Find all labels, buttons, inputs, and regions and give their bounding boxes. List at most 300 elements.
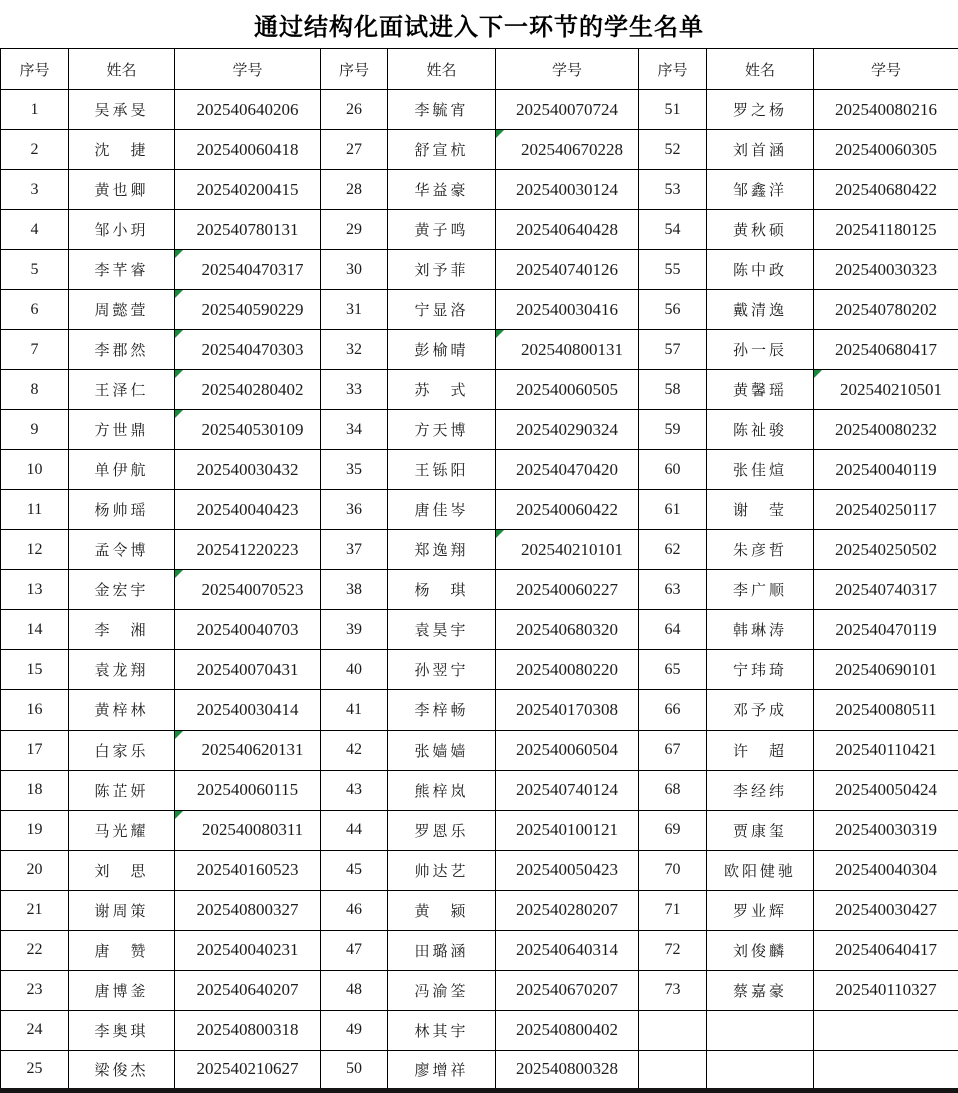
student-id-value: 202540080311 bbox=[201, 820, 304, 840]
index-cell: 38 bbox=[321, 570, 388, 610]
student-id-value: 202540110421 bbox=[835, 740, 937, 760]
student-id-value: 202540070431 bbox=[196, 659, 299, 679]
student-id-value: 202540080232 bbox=[835, 419, 937, 439]
student-id-value: 202540060418 bbox=[196, 139, 299, 159]
name-cell: 韩琳涛 bbox=[707, 610, 814, 650]
student-id-cell bbox=[496, 90, 639, 130]
header-student-id: 学号 bbox=[175, 49, 321, 90]
student-id-value: 202540780131 bbox=[196, 219, 299, 239]
student-id-value: 202540670228 bbox=[521, 139, 623, 159]
student-id-cell bbox=[496, 1010, 639, 1050]
student-id-value: 202540800318 bbox=[196, 1020, 299, 1040]
student-id-cell bbox=[496, 530, 639, 570]
name-cell: 张嫱嫱 bbox=[388, 730, 496, 770]
student-id-value: 202540080216 bbox=[835, 99, 937, 119]
student-id-cell bbox=[175, 90, 321, 130]
index-cell: 49 bbox=[321, 1010, 388, 1050]
header-index: 序号 bbox=[321, 49, 388, 90]
student-id-value: 202540170308 bbox=[516, 699, 618, 719]
student-id-cell bbox=[175, 490, 321, 530]
student-id-cell bbox=[175, 850, 321, 890]
name-cell: 彭榆晴 bbox=[388, 330, 496, 370]
table-row bbox=[1, 410, 958, 450]
student-id-cell bbox=[814, 250, 958, 290]
name-cell: 黄 颍 bbox=[388, 890, 496, 930]
name-cell: 罗恩乐 bbox=[388, 810, 496, 850]
index-cell: 20 bbox=[1, 850, 69, 890]
index-cell: 12 bbox=[1, 530, 69, 570]
student-id-value: 202540470420 bbox=[516, 459, 618, 479]
table-row bbox=[1, 370, 958, 410]
student-id-value: 202540680417 bbox=[835, 339, 937, 359]
name-cell: 梁俊杰 bbox=[69, 1050, 175, 1090]
name-cell: 周懿萱 bbox=[69, 290, 175, 330]
index-cell: 48 bbox=[321, 970, 388, 1010]
student-id-cell bbox=[496, 130, 639, 170]
index-cell: 33 bbox=[321, 370, 388, 410]
table-row bbox=[1, 890, 958, 930]
index-cell: 5 bbox=[1, 250, 69, 290]
name-cell: 许 超 bbox=[707, 730, 814, 770]
student-id-cell bbox=[496, 690, 639, 730]
index-cell: 53 bbox=[639, 170, 707, 210]
table-row bbox=[1, 450, 958, 490]
name-cell: 李郡然 bbox=[69, 330, 175, 370]
student-id-value: 202540640417 bbox=[835, 940, 937, 960]
name-cell: 唐博釜 bbox=[69, 970, 175, 1010]
table-row bbox=[1, 610, 958, 650]
header-name: 姓名 bbox=[69, 49, 175, 90]
text-format-flag-icon bbox=[175, 370, 183, 378]
header-name: 姓名 bbox=[707, 49, 814, 90]
student-id-value: 202540160523 bbox=[196, 860, 299, 880]
name-cell: 舒宣杭 bbox=[388, 130, 496, 170]
name-cell: 王铄阳 bbox=[388, 450, 496, 490]
student-id-value: 202540640428 bbox=[516, 219, 618, 239]
student-id-value: 202540210101 bbox=[521, 539, 623, 559]
student-id-value: 202540250502 bbox=[835, 539, 937, 559]
name-cell: 宁显洛 bbox=[388, 290, 496, 330]
index-cell: 66 bbox=[639, 690, 707, 730]
student-id-cell bbox=[175, 690, 321, 730]
text-format-flag-icon bbox=[175, 570, 183, 578]
name-cell: 方世鼎 bbox=[69, 410, 175, 450]
student-id-cell bbox=[814, 1050, 958, 1090]
student-id-cell bbox=[814, 890, 958, 930]
student-id-cell bbox=[175, 1010, 321, 1050]
index-cell: 45 bbox=[321, 850, 388, 890]
student-id-cell bbox=[496, 970, 639, 1010]
student-id-cell bbox=[496, 170, 639, 210]
name-cell: 刘俊麟 bbox=[707, 930, 814, 970]
text-format-flag-icon bbox=[175, 250, 183, 258]
students-table bbox=[0, 48, 958, 1093]
table-row bbox=[1, 1010, 958, 1050]
student-id-cell bbox=[814, 490, 958, 530]
student-id-value: 202540280207 bbox=[516, 900, 618, 920]
name-cell: 宁玮琦 bbox=[707, 650, 814, 690]
name-cell: 刘 思 bbox=[69, 850, 175, 890]
index-cell: 46 bbox=[321, 890, 388, 930]
student-id-value: 202540640207 bbox=[196, 980, 299, 1000]
index-cell: 65 bbox=[639, 650, 707, 690]
text-format-flag-icon bbox=[175, 731, 183, 739]
student-id-value: 202540740317 bbox=[835, 579, 937, 599]
student-id-cell bbox=[175, 730, 321, 770]
name-cell: 黄馨瑶 bbox=[707, 370, 814, 410]
index-cell: 22 bbox=[1, 930, 69, 970]
table-row bbox=[1, 770, 958, 810]
student-id-value: 202540060505 bbox=[516, 379, 618, 399]
student-id-value: 202540680422 bbox=[835, 179, 937, 199]
student-id-cell bbox=[496, 490, 639, 530]
student-id-value: 202541220223 bbox=[196, 539, 299, 559]
name-cell: 孟令博 bbox=[69, 530, 175, 570]
name-cell: 苏 式 bbox=[388, 370, 496, 410]
student-id-cell bbox=[814, 290, 958, 330]
student-id-cell bbox=[175, 1050, 321, 1090]
student-id-cell bbox=[814, 530, 958, 570]
student-id-value: 202540040304 bbox=[835, 860, 937, 880]
index-cell: 51 bbox=[639, 90, 707, 130]
student-id-value: 202540250117 bbox=[835, 499, 937, 519]
student-id-cell bbox=[814, 90, 958, 130]
index-cell: 3 bbox=[1, 170, 69, 210]
name-cell: 李 湘 bbox=[69, 610, 175, 650]
student-id-value: 202540780202 bbox=[835, 299, 937, 319]
name-cell: 单伊航 bbox=[69, 450, 175, 490]
name-cell: 方天博 bbox=[388, 410, 496, 450]
name-cell: 刘予菲 bbox=[388, 250, 496, 290]
student-id-value: 202540800402 bbox=[516, 1020, 618, 1040]
index-cell: 30 bbox=[321, 250, 388, 290]
text-format-flag-icon bbox=[496, 530, 504, 538]
table-row bbox=[1, 650, 958, 690]
index-cell: 8 bbox=[1, 370, 69, 410]
name-cell: 郑逸翔 bbox=[388, 530, 496, 570]
name-cell: 谢周策 bbox=[69, 890, 175, 930]
text-format-flag-icon bbox=[175, 811, 183, 819]
name-cell: 袁龙翔 bbox=[69, 650, 175, 690]
index-cell: 71 bbox=[639, 890, 707, 930]
index-cell: 43 bbox=[321, 770, 388, 810]
index-cell: 63 bbox=[639, 570, 707, 610]
student-id-value: 202540690101 bbox=[835, 659, 937, 679]
index-cell: 10 bbox=[1, 450, 69, 490]
student-id-cell bbox=[175, 610, 321, 650]
student-id-cell bbox=[814, 570, 958, 610]
name-cell: 帅达艺 bbox=[388, 850, 496, 890]
table-row bbox=[1, 570, 958, 610]
student-id-cell bbox=[814, 1010, 958, 1050]
index-cell bbox=[639, 1050, 707, 1090]
index-cell: 4 bbox=[1, 210, 69, 250]
student-id-cell bbox=[175, 450, 321, 490]
student-id-value: 202540040703 bbox=[196, 619, 299, 639]
student-id-value: 202540110327 bbox=[835, 980, 937, 1000]
table-row bbox=[1, 250, 958, 290]
student-id-cell bbox=[496, 330, 639, 370]
index-cell: 28 bbox=[321, 170, 388, 210]
student-id-value: 202540640314 bbox=[516, 940, 618, 960]
index-cell: 9 bbox=[1, 410, 69, 450]
student-id-value: 202540210501 bbox=[840, 379, 942, 399]
student-id-cell bbox=[496, 370, 639, 410]
student-id-cell bbox=[814, 730, 958, 770]
text-format-flag-icon bbox=[175, 290, 183, 298]
student-id-value: 202540060227 bbox=[516, 579, 618, 599]
table-row bbox=[1, 170, 958, 210]
name-cell: 李广顺 bbox=[707, 570, 814, 610]
name-cell: 田璐涵 bbox=[388, 930, 496, 970]
student-id-value: 202540590229 bbox=[201, 299, 304, 319]
name-cell: 张佳煊 bbox=[707, 450, 814, 490]
index-cell: 7 bbox=[1, 330, 69, 370]
name-cell: 王泽仁 bbox=[69, 370, 175, 410]
index-cell: 32 bbox=[321, 330, 388, 370]
student-id-value: 202540800131 bbox=[521, 339, 623, 359]
name-cell: 李奥琪 bbox=[69, 1010, 175, 1050]
student-id-cell bbox=[814, 170, 958, 210]
index-cell: 26 bbox=[321, 90, 388, 130]
index-cell: 56 bbox=[639, 290, 707, 330]
index-cell: 50 bbox=[321, 1050, 388, 1090]
index-cell: 57 bbox=[639, 330, 707, 370]
index-cell: 72 bbox=[639, 930, 707, 970]
table-row bbox=[1, 930, 958, 970]
index-cell: 39 bbox=[321, 610, 388, 650]
index-cell: 13 bbox=[1, 570, 69, 610]
student-id-cell bbox=[175, 570, 321, 610]
index-cell: 67 bbox=[639, 730, 707, 770]
student-id-value: 202540470303 bbox=[201, 339, 304, 359]
index-cell: 25 bbox=[1, 1050, 69, 1090]
student-id-value: 202540040119 bbox=[835, 459, 937, 479]
table-row bbox=[1, 530, 958, 570]
student-id-cell bbox=[814, 930, 958, 970]
name-cell: 李芊睿 bbox=[69, 250, 175, 290]
name-cell: 李毓宵 bbox=[388, 90, 496, 130]
student-id-cell bbox=[814, 770, 958, 810]
index-cell: 11 bbox=[1, 490, 69, 530]
student-id-cell bbox=[814, 330, 958, 370]
name-cell: 金宏宇 bbox=[69, 570, 175, 610]
index-cell: 41 bbox=[321, 690, 388, 730]
index-cell: 62 bbox=[639, 530, 707, 570]
table-row bbox=[1, 730, 958, 770]
student-id-cell bbox=[175, 130, 321, 170]
index-cell: 61 bbox=[639, 490, 707, 530]
student-id-cell bbox=[175, 930, 321, 970]
student-id-value: 202540740124 bbox=[516, 780, 618, 800]
student-id-value: 202540050424 bbox=[835, 780, 937, 800]
student-id-value: 202540030124 bbox=[516, 179, 618, 199]
student-id-cell bbox=[496, 730, 639, 770]
student-id-value: 202540740126 bbox=[516, 259, 618, 279]
index-cell: 21 bbox=[1, 890, 69, 930]
student-id-value: 202540080511 bbox=[835, 699, 937, 719]
index-cell: 18 bbox=[1, 770, 69, 810]
student-id-value: 202540470317 bbox=[201, 259, 304, 279]
index-cell: 73 bbox=[639, 970, 707, 1010]
student-id-cell bbox=[814, 370, 958, 410]
student-id-value: 202540030414 bbox=[196, 699, 299, 719]
name-cell: 邹小玥 bbox=[69, 210, 175, 250]
name-cell: 黄梓林 bbox=[69, 690, 175, 730]
index-cell: 52 bbox=[639, 130, 707, 170]
student-id-value: 202540070523 bbox=[201, 579, 304, 599]
index-cell: 36 bbox=[321, 490, 388, 530]
student-id-value: 202540060115 bbox=[196, 780, 299, 800]
name-cell: 马光耀 bbox=[69, 810, 175, 850]
name-cell: 陈中政 bbox=[707, 250, 814, 290]
student-id-value: 202540060422 bbox=[516, 499, 618, 519]
student-id-cell bbox=[814, 450, 958, 490]
name-cell: 罗业辉 bbox=[707, 890, 814, 930]
header-student-id: 学号 bbox=[814, 49, 958, 90]
student-id-cell bbox=[814, 650, 958, 690]
header-index: 序号 bbox=[1, 49, 69, 90]
name-cell: 白家乐 bbox=[69, 730, 175, 770]
student-id-value: 202540680320 bbox=[516, 619, 618, 639]
student-id-cell bbox=[496, 450, 639, 490]
student-id-cell bbox=[175, 530, 321, 570]
name-cell: 孙一辰 bbox=[707, 330, 814, 370]
student-id-cell bbox=[496, 210, 639, 250]
table-row bbox=[1, 850, 958, 890]
student-id-cell bbox=[814, 410, 958, 450]
student-id-value: 202540620131 bbox=[201, 740, 304, 760]
name-cell: 刘首涵 bbox=[707, 130, 814, 170]
student-id-value: 202540200415 bbox=[196, 179, 299, 199]
student-id-cell bbox=[814, 690, 958, 730]
student-id-value: 202540280402 bbox=[201, 379, 304, 399]
table-row bbox=[1, 490, 958, 530]
student-id-value: 202540040231 bbox=[196, 940, 299, 960]
name-cell: 李梓畅 bbox=[388, 690, 496, 730]
name-cell: 罗之杨 bbox=[707, 90, 814, 130]
index-cell: 29 bbox=[321, 210, 388, 250]
index-cell: 6 bbox=[1, 290, 69, 330]
text-format-flag-icon bbox=[175, 330, 183, 338]
name-cell: 黄也卿 bbox=[69, 170, 175, 210]
student-id-value: 202540060305 bbox=[835, 139, 937, 159]
student-id-value: 202540040423 bbox=[196, 499, 299, 519]
index-cell: 31 bbox=[321, 290, 388, 330]
student-id-value: 202540290324 bbox=[516, 419, 618, 439]
student-id-cell bbox=[814, 210, 958, 250]
table-row bbox=[1, 810, 958, 850]
index-cell: 14 bbox=[1, 610, 69, 650]
student-id-cell bbox=[814, 970, 958, 1010]
student-id-value: 202541180125 bbox=[835, 219, 937, 239]
table-row bbox=[1, 130, 958, 170]
header-student-id: 学号 bbox=[496, 49, 639, 90]
index-cell: 2 bbox=[1, 130, 69, 170]
name-cell: 陈祉骏 bbox=[707, 410, 814, 450]
name-cell: 邹鑫洋 bbox=[707, 170, 814, 210]
student-id-value: 202540030319 bbox=[835, 820, 937, 840]
index-cell: 55 bbox=[639, 250, 707, 290]
student-id-cell bbox=[175, 170, 321, 210]
name-cell: 冯渝筌 bbox=[388, 970, 496, 1010]
student-id-cell bbox=[814, 610, 958, 650]
student-id-value: 202540060504 bbox=[516, 740, 618, 760]
index-cell: 42 bbox=[321, 730, 388, 770]
name-cell: 杨 琪 bbox=[388, 570, 496, 610]
index-cell: 17 bbox=[1, 730, 69, 770]
name-cell: 蔡嘉豪 bbox=[707, 970, 814, 1010]
student-id-cell bbox=[496, 250, 639, 290]
student-id-cell bbox=[175, 410, 321, 450]
name-cell: 熊梓岚 bbox=[388, 770, 496, 810]
student-id-value: 202540030416 bbox=[516, 299, 618, 319]
table-row bbox=[1, 1050, 958, 1090]
name-cell: 黄子鸣 bbox=[388, 210, 496, 250]
index-cell: 47 bbox=[321, 930, 388, 970]
student-id-value: 202540670207 bbox=[516, 980, 618, 1000]
name-cell: 唐 赞 bbox=[69, 930, 175, 970]
index-cell: 60 bbox=[639, 450, 707, 490]
student-id-cell bbox=[175, 290, 321, 330]
student-id-value: 202540080220 bbox=[516, 659, 618, 679]
name-cell: 欧阳健驰 bbox=[707, 850, 814, 890]
student-id-value: 202540800328 bbox=[516, 1059, 618, 1079]
index-cell: 70 bbox=[639, 850, 707, 890]
student-id-value: 202540050423 bbox=[516, 860, 618, 880]
index-cell: 35 bbox=[321, 450, 388, 490]
header-name: 姓名 bbox=[388, 49, 496, 90]
student-id-cell bbox=[496, 770, 639, 810]
index-cell: 34 bbox=[321, 410, 388, 450]
name-cell bbox=[707, 1050, 814, 1090]
text-format-flag-icon bbox=[175, 410, 183, 418]
student-id-cell bbox=[814, 850, 958, 890]
index-cell: 37 bbox=[321, 530, 388, 570]
index-cell: 1 bbox=[1, 90, 69, 130]
student-id-value: 202540530109 bbox=[201, 419, 304, 439]
name-cell: 黄秋硕 bbox=[707, 210, 814, 250]
index-cell: 23 bbox=[1, 970, 69, 1010]
student-id-cell bbox=[496, 570, 639, 610]
index-cell: 68 bbox=[639, 770, 707, 810]
header-row bbox=[1, 49, 958, 90]
header-index: 序号 bbox=[639, 49, 707, 90]
name-cell: 陈芷妍 bbox=[69, 770, 175, 810]
student-id-cell bbox=[814, 130, 958, 170]
student-id-cell bbox=[496, 890, 639, 930]
index-cell: 15 bbox=[1, 650, 69, 690]
student-id-cell bbox=[496, 290, 639, 330]
name-cell: 李经纬 bbox=[707, 770, 814, 810]
table-row bbox=[1, 970, 958, 1010]
name-cell: 廖增祥 bbox=[388, 1050, 496, 1090]
student-id-value: 202540210627 bbox=[196, 1059, 299, 1079]
text-format-flag-icon bbox=[496, 330, 504, 338]
student-id-cell bbox=[175, 770, 321, 810]
text-format-flag-icon bbox=[814, 370, 822, 378]
table-row bbox=[1, 210, 958, 250]
student-id-cell bbox=[175, 970, 321, 1010]
student-id-cell bbox=[814, 810, 958, 850]
student-id-cell bbox=[496, 810, 639, 850]
index-cell: 64 bbox=[639, 610, 707, 650]
student-id-cell bbox=[496, 850, 639, 890]
index-cell: 54 bbox=[639, 210, 707, 250]
student-id-cell bbox=[175, 810, 321, 850]
student-id-value: 202540640206 bbox=[196, 99, 299, 119]
student-id-value: 202540100121 bbox=[516, 820, 618, 840]
